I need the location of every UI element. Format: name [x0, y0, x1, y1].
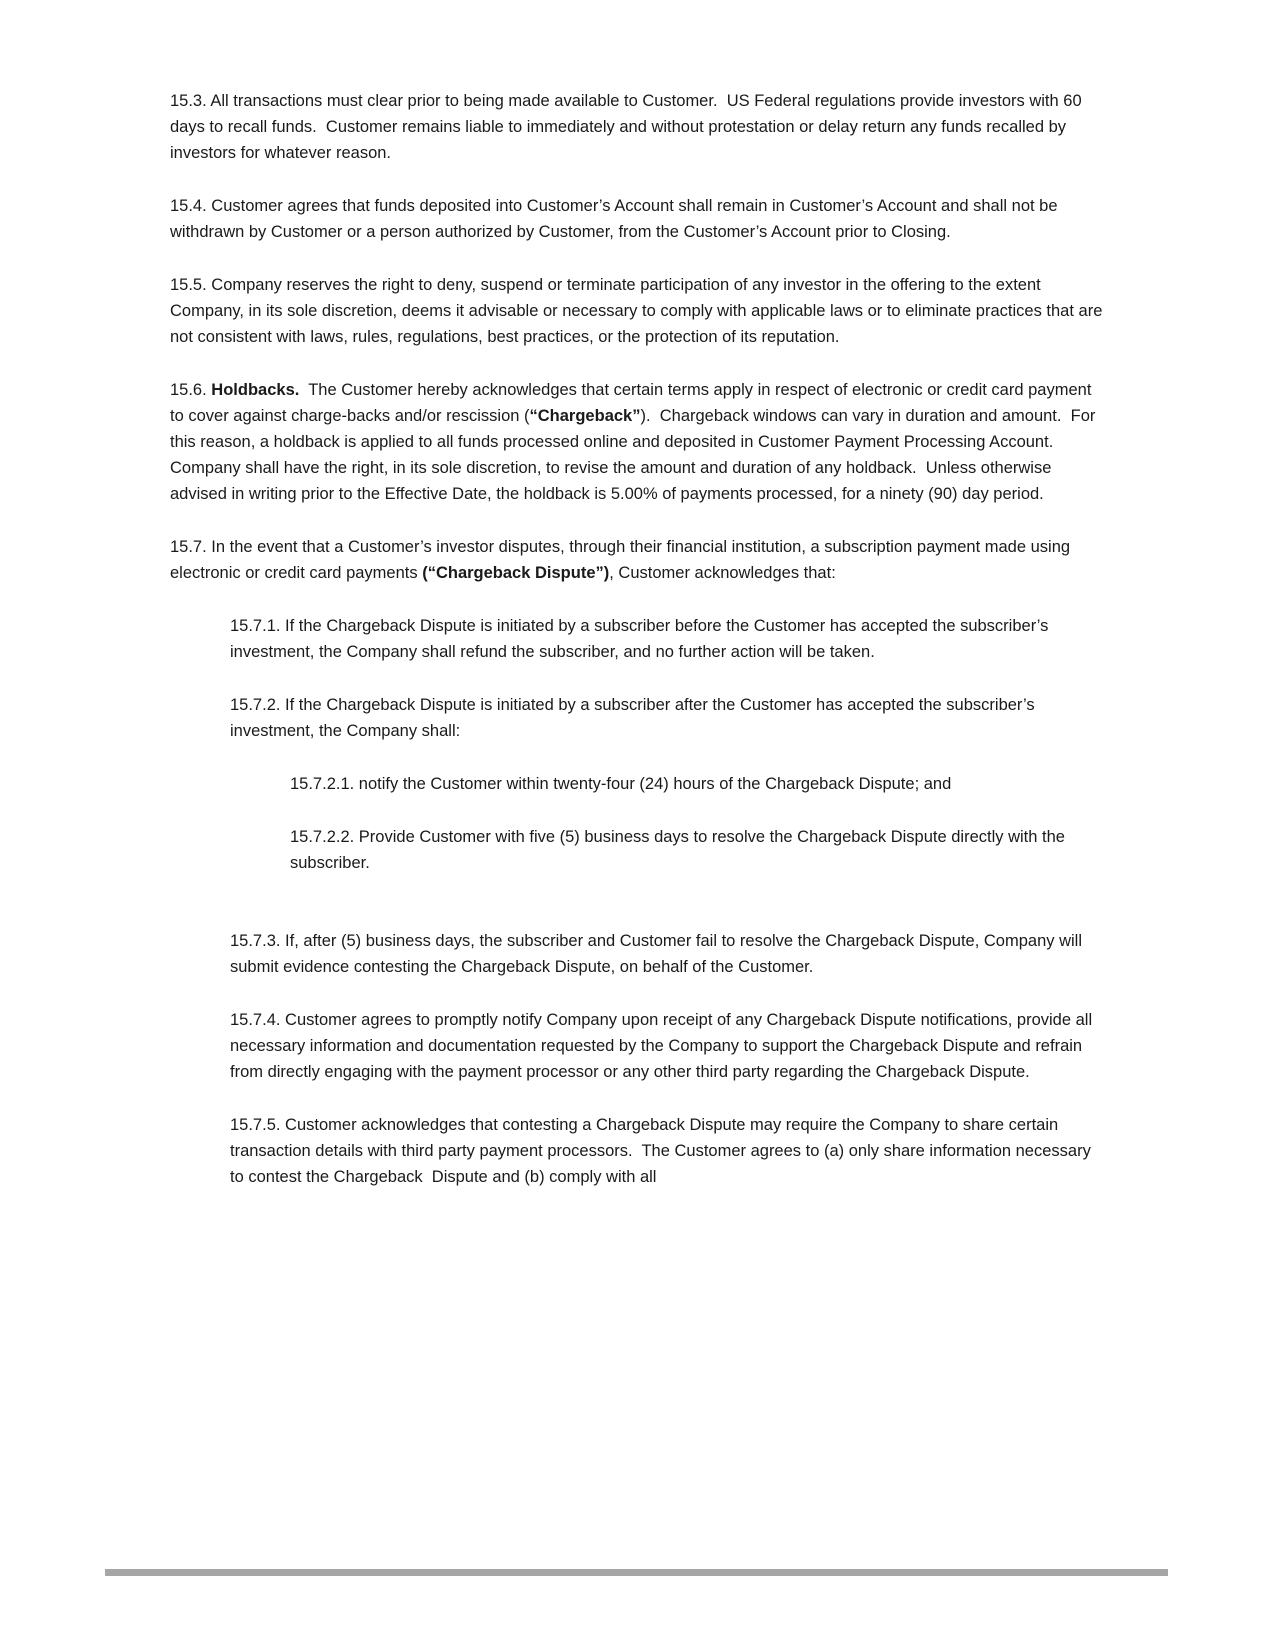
- paragraph: [170, 534, 1105, 586]
- document-body: [170, 88, 1105, 1217]
- paragraph: [170, 377, 1105, 507]
- text-run: 15.7.1. If the Chargeback Dispute is initiated by a subscriber before the Customer has accepted the subscriber’s investment, the Company shall refund the subscriber, and no further action will be taken.: [230, 617, 1054, 661]
- paragraph: [290, 824, 1105, 876]
- text-run: 15.6.: [170, 381, 212, 399]
- text-run: 15.7.2. If the Chargeback Dispute is initiated by a subscriber after the Customer has accepted the subscriber’s investment, the Company shall:: [230, 696, 1040, 740]
- paragraph: [290, 771, 1105, 797]
- page-separator: [105, 1569, 1168, 1576]
- text-run: , Customer acknowledges that:: [609, 564, 836, 582]
- bold-text-run: “Chargeback”: [529, 407, 641, 425]
- bold-text-run: Holdbacks.: [211, 381, 300, 399]
- text-run: 15.7.4. Customer agrees to promptly notify Company upon receipt of any Chargeback Dispute notifications, provide all necessary information and documentation requested by the Company to support the Chargeback Dispute and refrain from directly engaging with the payment processor or any other third party regarding the Chargeback Dispute.: [230, 1011, 1097, 1081]
- text-run: ). Chargeback windows can vary in duration and amount. For this reason, a holdback is applied to all funds processed online and deposited in Customer Payment Processing Account. Company shall have the right, in its sole discretion, to revise the amount and duration of any holdback. Unless otherwise advised in writing prior to the Effective Date, the holdback is 5.00% of payments processed, for a ninety (90) day period.: [170, 407, 1100, 503]
- paragraph: [230, 692, 1105, 744]
- text-run: 15.7.2.1. notify the Customer within twenty-four (24) hours of the Chargeback Dispute; and: [290, 775, 952, 793]
- text-run: 15.5. Company reserves the right to deny, suspend or terminate participation of any investor in the offering to the extent Company, in its sole discretion, deems it advisable or necessary to comply with applicable laws or to eliminate practices that are not consistent with laws, rules, regulations, best practices, or the protection of its reputation.: [170, 276, 1107, 346]
- paragraph: [230, 1112, 1105, 1190]
- paragraph: [170, 272, 1105, 350]
- text-run: 15.7.2.2. Provide Customer with five (5) business days to resolve the Chargeback Dispute directly with the subscriber.: [290, 828, 1070, 872]
- text-run: 15.7.5. Customer acknowledges that contesting a Chargeback Dispute may require the Company to share certain transaction details with third party payment processors. The Customer agrees to (a) only share information necessary to contest the Chargeback Dispute and (b) comply with all: [230, 1116, 1096, 1186]
- paragraph: [230, 1007, 1105, 1085]
- text-run: The Customer hereby acknowledges that certain terms apply in respect of electronic or credit card payment to cover against charge-backs and/or rescission (: [170, 381, 1096, 425]
- text-run: 15.7.3. If, after (5) business days, the subscriber and Customer fail to resolve the Chargeback Dispute, Company will submit evidence contesting the Chargeback Dispute, on behalf of the Customer.: [230, 932, 1087, 976]
- bold-text-run: (“Chargeback Dispute”): [422, 564, 610, 582]
- paragraph: [230, 928, 1105, 980]
- text-run: 15.4. Customer agrees that funds deposited into Customer’s Account shall remain in Customer’s Account and shall not be withdrawn by Customer or a person authorized by Customer, from the Customer’s Account prior to Closing.: [170, 197, 1063, 241]
- text-run: 15.3. All transactions must clear prior to being made available to Customer. US Federal regulations provide investors with 60 days to recall funds. Customer remains liable to immediately and without protestation or delay return any funds recalled by investors for whatever reason.: [170, 92, 1087, 162]
- paragraph: [170, 193, 1105, 245]
- text-run: 15.7. In the event that a Customer’s investor disputes, through their financial institution, a subscription payment made using electronic or credit card payments: [170, 538, 1075, 582]
- paragraph: [170, 88, 1105, 166]
- paragraph: [230, 613, 1105, 665]
